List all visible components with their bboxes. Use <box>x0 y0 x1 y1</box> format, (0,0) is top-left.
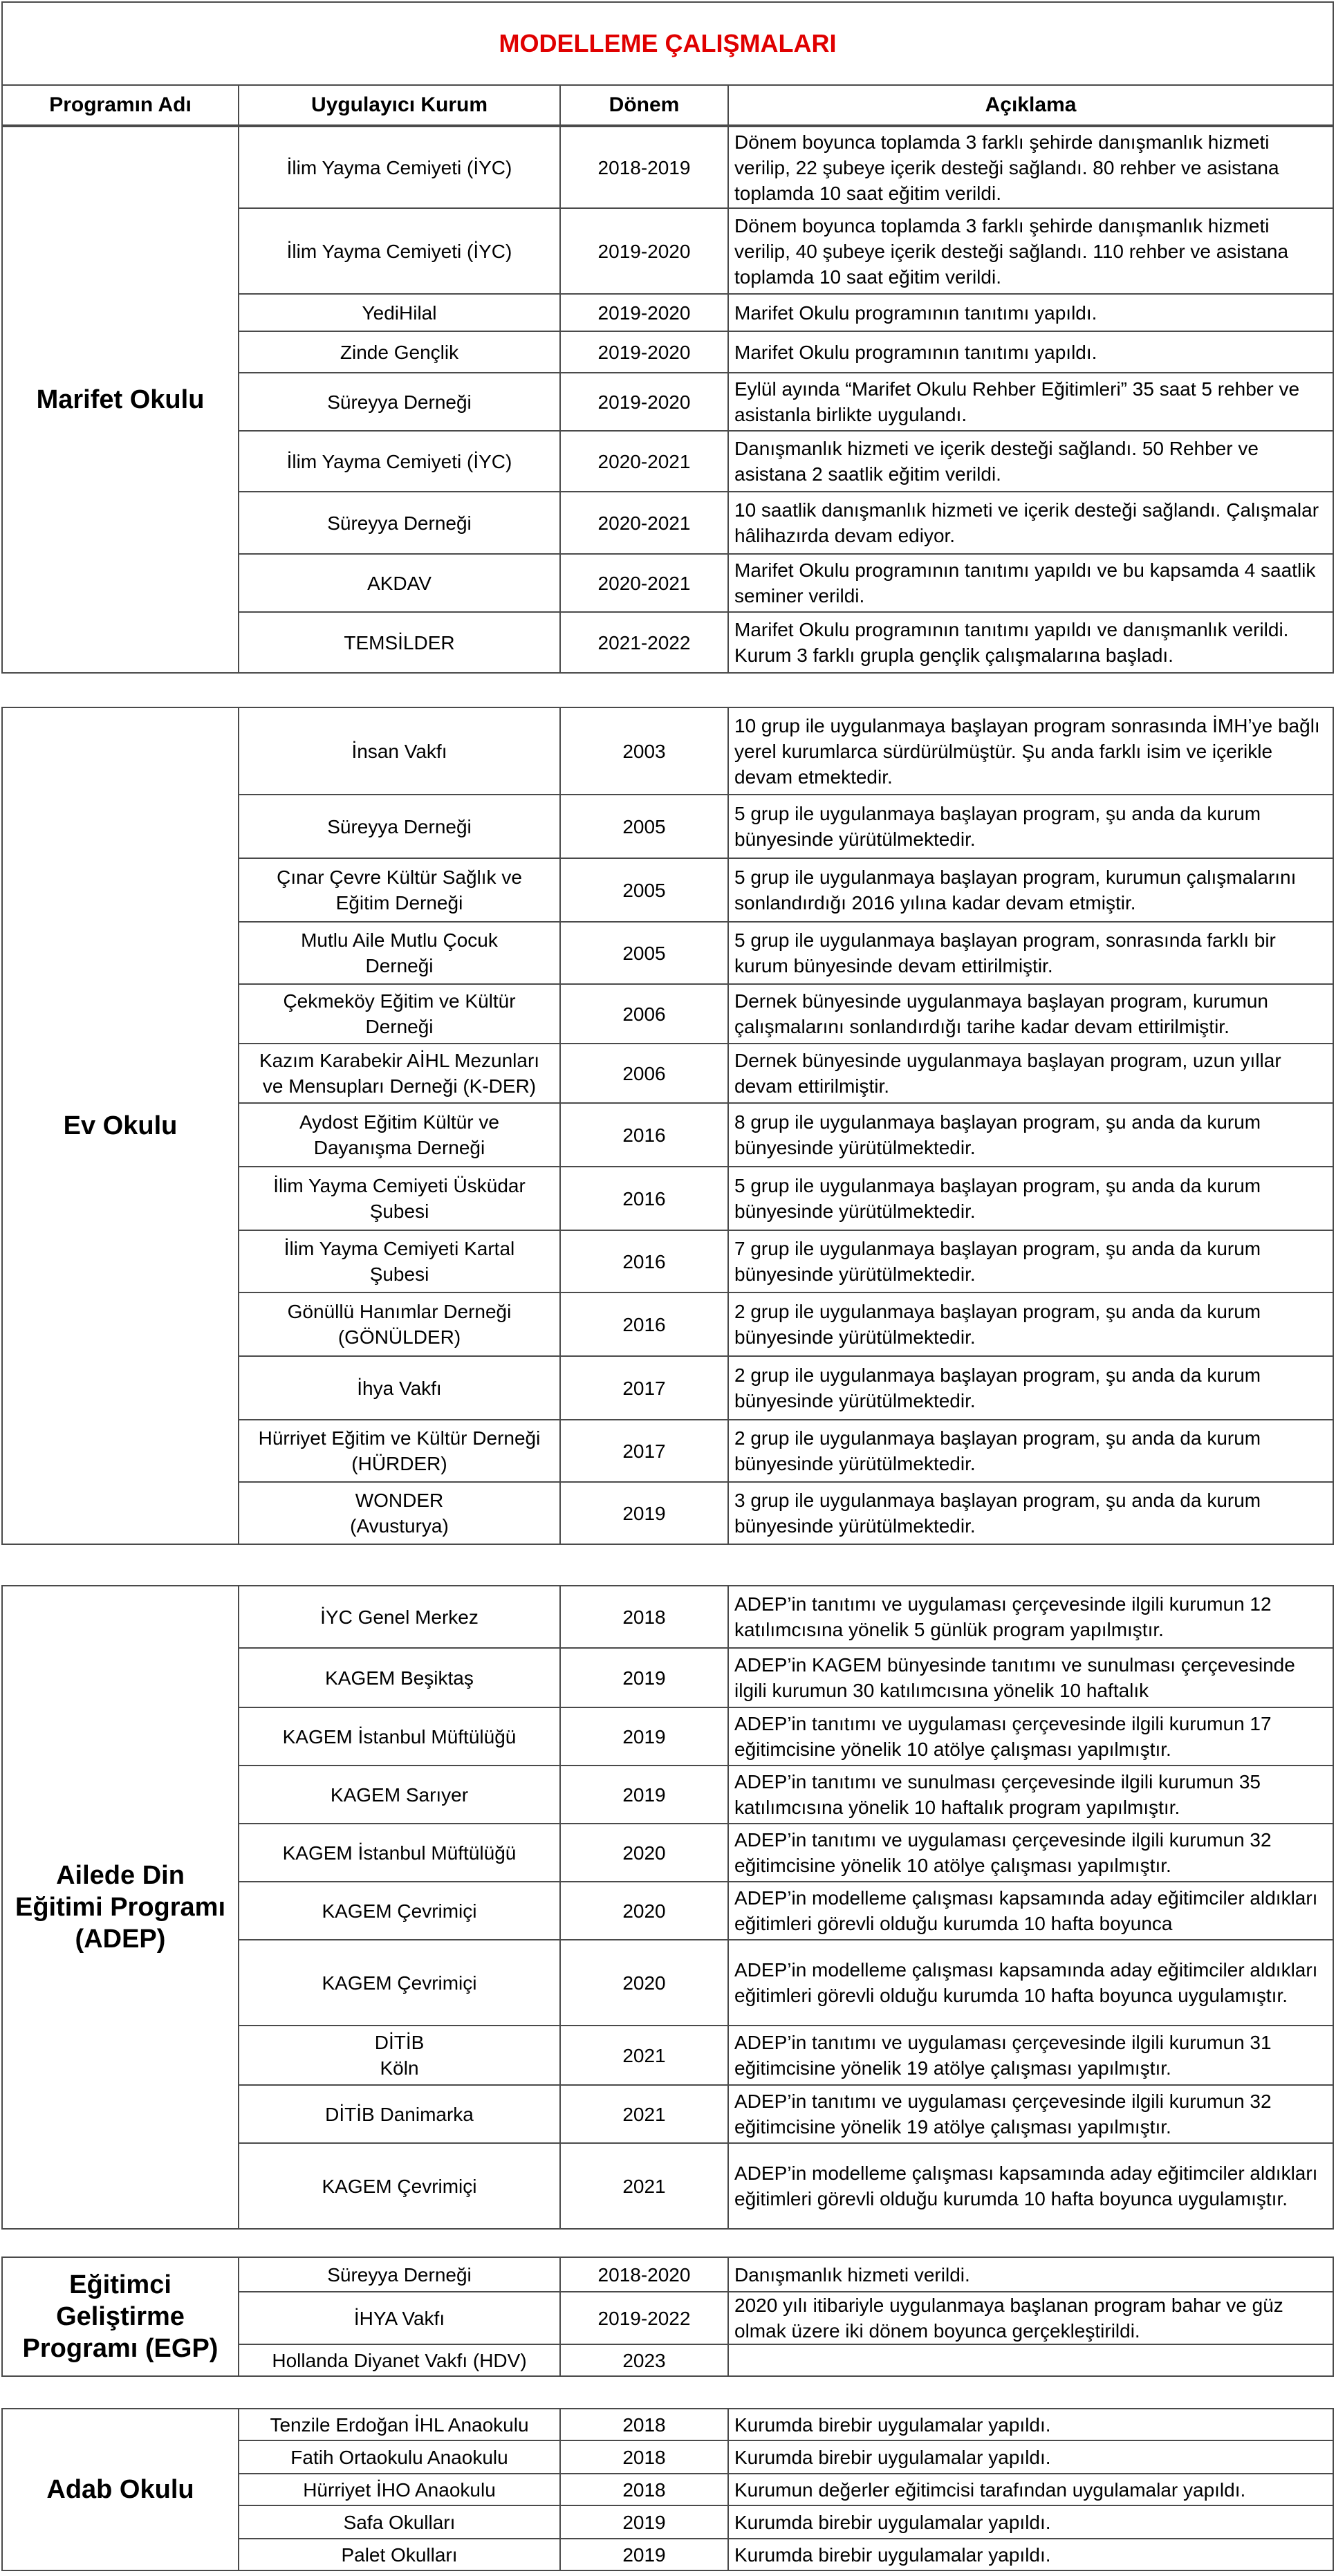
table-row <box>2 2409 1333 2440</box>
period-cell: 2019-2020 <box>560 294 728 331</box>
description-cell: Dönem boyunca toplamda 3 farklı şehirde danışmanlık hizmeti verilip, 22 şubeye içerik desteği sağlandı. 80 rehber ve asistana toplamda 10 saat eğitim verildi. <box>728 127 1333 208</box>
description-cell: Marifet Okulu programının tanıtımı yapıldı. <box>728 294 1333 331</box>
period-cell: 2019-2022 <box>560 2292 728 2344</box>
header-period: Dönem <box>560 85 728 125</box>
period-cell: 2021 <box>560 2085 728 2143</box>
period-cell: 2019 <box>560 1707 728 1766</box>
section-table <box>1 2257 1334 2377</box>
period-cell: 2020 <box>560 1940 728 2026</box>
institution-cell: İlim Yayma Cemiyeti Kartal Şubesi <box>239 1230 560 1292</box>
institution-cell: KAGEM Sarıyer <box>239 1766 560 1824</box>
institution-cell: Süreyya Derneği <box>239 2257 560 2292</box>
period-cell: 2023 <box>560 2344 728 2376</box>
institution-cell: Zinde Gençlik <box>239 331 560 373</box>
period-cell: 2005 <box>560 858 728 922</box>
table-row <box>2 707 1333 795</box>
institution-cell: YediHilal <box>239 294 560 331</box>
institution-cell: Hollanda Diyanet Vakfı (HDV) <box>239 2344 560 2376</box>
description-cell: 2 grup ile uygulanmaya başlayan program, şu anda da kurum bünyesinde yürütülmektedir. <box>728 1356 1333 1420</box>
description-cell: Kurumun değerler eğitimcisi tarafından uygulamalar yapıldı. <box>728 2474 1333 2505</box>
description-cell: ADEP’in tanıtımı ve uygulaması çerçevesinde ilgili kurumun 31 eğitimcisine yönelik 19 atölye çalışması yapılmıştır. <box>728 2026 1333 2085</box>
institution-cell: KAGEM Çevrimiçi <box>239 2143 560 2229</box>
institution-cell: Süreyya Derneği <box>239 373 560 431</box>
description-cell: 10 grup ile uygulanmaya başlayan program sonrasında İMH’ye bağlı yerel kurumlarca sürdürülmüştür. Şu anda farklı isim ve içerikle devam etmektedir. <box>728 707 1333 795</box>
description-cell: Marifet Okulu programının tanıtımı yapıldı ve danışmanlık verildi. Kurum 3 farklı grupla gençlik çalışmalarına başladı. <box>728 612 1333 673</box>
period-cell: 2019 <box>560 1648 728 1707</box>
institution-cell: DİTİB Köln <box>239 2026 560 2085</box>
description-cell: 2 grup ile uygulanmaya başlayan program, şu anda da kurum bünyesinde yürütülmektedir. <box>728 1292 1333 1356</box>
period-cell: 2019-2020 <box>560 373 728 431</box>
period-cell: 2018 <box>560 2474 728 2505</box>
institution-cell: Mutlu Aile Mutlu Çocuk Derneği <box>239 922 560 984</box>
institution-cell: AKDAV <box>239 554 560 612</box>
header-table <box>1 1 1334 126</box>
section-table <box>1 2408 1334 2571</box>
description-cell: ADEP’in tanıtımı ve uygulaması çerçevesinde ilgili kurumun 32 eğitimcisine yönelik 19 atölye çalışması yapılmıştır. <box>728 2085 1333 2143</box>
institution-cell: Safa Okulları <box>239 2505 560 2539</box>
period-cell: 2018 <box>560 1586 728 1648</box>
institution-cell: WONDER (Avusturya) <box>239 1482 560 1544</box>
program-name: Marifet Okulu <box>2 127 239 673</box>
description-cell: Marifet Okulu programının tanıtımı yapıldı ve bu kapsamda 4 saatlik seminer verildi. <box>728 554 1333 612</box>
description-cell: Dernek bünyesinde uygulanmaya başlayan program, uzun yıllar devam ettirilmiştir. <box>728 1044 1333 1103</box>
period-cell: 2017 <box>560 1356 728 1420</box>
table-row <box>2 1586 1333 1648</box>
description-cell: 2020 yılı itibariyle uygulanmaya başlanan program bahar ve güz olmak üzere iki dönem boyunca gerçekleştirildi. <box>728 2292 1333 2344</box>
institution-cell: KAGEM İstanbul Müftülüğü <box>239 1824 560 1882</box>
period-cell: 2020-2021 <box>560 492 728 554</box>
program-name: Ev Okulu <box>2 707 239 1544</box>
institution-cell: Fatih Ortaokulu Anaokulu <box>239 2440 560 2474</box>
period-cell: 2019 <box>560 1766 728 1824</box>
table-row <box>2 127 1333 208</box>
description-cell: Eylül ayında “Marifet Okulu Rehber Eğitimleri” 35 saat 5 rehber ve asistanla birlikte uygulandı. <box>728 373 1333 431</box>
period-cell: 2017 <box>560 1420 728 1482</box>
section-table <box>1 707 1334 1545</box>
institution-cell: Süreyya Derneği <box>239 492 560 554</box>
description-cell: ADEP’in KAGEM bünyesinde tanıtımı ve sunulması çerçevesinde ilgili kurumun 30 katılımcısına yönelik 10 haftalık <box>728 1648 1333 1707</box>
institution-cell: KAGEM İstanbul Müftülüğü <box>239 1707 560 1766</box>
period-cell: 2003 <box>560 707 728 795</box>
institution-cell: İlim Yayma Cemiyeti (İYC) <box>239 127 560 208</box>
institution-cell: Aydost Eğitim Kültür ve Dayanışma Derneği <box>239 1103 560 1167</box>
description-cell: 7 grup ile uygulanmaya başlayan program, şu anda da kurum bünyesinde yürütülmektedir. <box>728 1230 1333 1292</box>
institution-cell: TEMSİLDER <box>239 612 560 673</box>
institution-cell: Palet Okulları <box>239 2539 560 2570</box>
period-cell: 2018 <box>560 2440 728 2474</box>
institution-cell: Çekmeköy Eğitim ve Kültür Derneği <box>239 984 560 1044</box>
period-cell: 2006 <box>560 1044 728 1103</box>
description-cell: ADEP’in modelleme çalışması kapsamında aday eğitimciler aldıkları eğitimleri görevli olduğu kurumda 10 hafta boyunca uygulamıştır. <box>728 1940 1333 2026</box>
institution-cell: İlim Yayma Cemiyeti (İYC) <box>239 431 560 492</box>
period-cell: 2005 <box>560 795 728 858</box>
period-cell: 2019-2020 <box>560 208 728 294</box>
period-cell: 2021 <box>560 2143 728 2229</box>
institution-cell: KAGEM Beşiktaş <box>239 1648 560 1707</box>
period-cell: 2016 <box>560 1230 728 1292</box>
description-cell: Dernek bünyesinde uygulanmaya başlayan program, kurumun çalışmalarını sonlandırdığı tarihe kadar devam ettirilmiştir. <box>728 984 1333 1044</box>
period-cell: 2016 <box>560 1292 728 1356</box>
description-cell: 3 grup ile uygulanmaya başlayan program, şu anda da kurum bünyesinde yürütülmektedir. <box>728 1482 1333 1544</box>
period-cell: 2018-2019 <box>560 127 728 208</box>
period-cell: 2019 <box>560 2539 728 2570</box>
institution-cell: DİTİB Danimarka <box>239 2085 560 2143</box>
header-institution: Uygulayıcı Kurum <box>239 85 560 125</box>
description-cell: Kurumda birebir uygulamalar yapıldı. <box>728 2539 1333 2570</box>
period-cell: 2019-2020 <box>560 331 728 373</box>
institution-cell: Süreyya Derneği <box>239 795 560 858</box>
period-cell: 2016 <box>560 1167 728 1230</box>
institution-cell: İHYA Vakfı <box>239 2292 560 2344</box>
table-row <box>2 2257 1333 2292</box>
period-cell: 2021-2022 <box>560 612 728 673</box>
institution-cell: Tenzile Erdoğan İHL Anaokulu <box>239 2409 560 2440</box>
description-cell: Dönem boyunca toplamda 3 farklı şehirde danışmanlık hizmeti verilip, 40 şubeye içerik desteği sağlandı. 110 rehber ve asistana toplamda 10 saat eğitim verildi. <box>728 208 1333 294</box>
header-program: Programın Adı <box>2 85 239 125</box>
description-cell: 8 grup ile uygulanmaya başlayan program, şu anda da kurum bünyesinde yürütülmektedir. <box>728 1103 1333 1167</box>
period-cell: 2016 <box>560 1103 728 1167</box>
institution-cell: Çınar Çevre Kültür Sağlık ve Eğitim Derneği <box>239 858 560 922</box>
institution-cell: Hürriyet İHO Anaokulu <box>239 2474 560 2505</box>
section-table <box>1 126 1334 674</box>
description-cell: ADEP’in tanıtımı ve uygulaması çerçevesinde ilgili kurumun 17 eğitimcisine yönelik 10 atölye çalışması yapılmıştır. <box>728 1707 1333 1766</box>
description-cell: Marifet Okulu programının tanıtımı yapıldı. <box>728 331 1333 373</box>
institution-cell: Kazım Karabekir AİHL Mezunları ve Mensupları Derneği (K-DER) <box>239 1044 560 1103</box>
institution-cell: İnsan Vakfı <box>239 707 560 795</box>
description-cell: 10 saatlik danışmanlık hizmeti ve içerik desteği sağlandı. Çalışmalar hâlihazırda devam ediyor. <box>728 492 1333 554</box>
header-description: Açıklama <box>728 85 1333 125</box>
description-cell: ADEP’in tanıtımı ve uygulaması çerçevesinde ilgili kurumun 12 katılımcısına yönelik 5 günlük program yapılmıştır. <box>728 1586 1333 1648</box>
description-cell: Danışmanlık hizmeti verildi. <box>728 2257 1333 2292</box>
institution-cell: Gönüllü Hanımlar Derneği (GÖNÜLDER) <box>239 1292 560 1356</box>
description-cell: 5 grup ile uygulanmaya başlayan program, sonrasında farklı bir kurum bünyesinde devam ettirilmiştir. <box>728 922 1333 984</box>
period-cell: 2019 <box>560 2505 728 2539</box>
description-cell: Danışmanlık hizmeti ve içerik desteği sağlandı. 50 Rehber ve asistana 2 saatlik eğitim verildi. <box>728 431 1333 492</box>
description-cell: 5 grup ile uygulanmaya başlayan program, şu anda da kurum bünyesinde yürütülmektedir. <box>728 795 1333 858</box>
program-name: Eğitimci Geliştirme Programı (EGP) <box>2 2257 239 2376</box>
period-cell: 2020-2021 <box>560 431 728 492</box>
institution-cell: İhya Vakfı <box>239 1356 560 1420</box>
period-cell: 2020 <box>560 1882 728 1940</box>
institution-cell: KAGEM Çevrimiçi <box>239 1940 560 2026</box>
institution-cell: Hürriyet Eğitim ve Kültür Derneği (HÜRDER) <box>239 1420 560 1482</box>
description-cell: 5 grup ile uygulanmaya başlayan program, kurumun çalışmalarını sonlandırdığı 2016 yılına kadar devam etmiştir. <box>728 858 1333 922</box>
description-cell: ADEP’in modelleme çalışması kapsamında aday eğitimciler aldıkları eğitimleri görevli olduğu kurumda 10 hafta boyunca uygulamıştır. <box>728 2143 1333 2229</box>
period-cell: 2019 <box>560 1482 728 1544</box>
program-name: Adab Okulu <box>2 2409 239 2570</box>
institution-cell: İlim Yayma Cemiyeti Üsküdar Şubesi <box>239 1167 560 1230</box>
description-cell: ADEP’in tanıtımı ve sunulması çerçevesinde ilgili kurumun 35 katılımcısına yönelik 10 haftalık program yapılmıştır. <box>728 1766 1333 1824</box>
section-table <box>1 1585 1334 2230</box>
period-cell: 2020 <box>560 1824 728 1882</box>
description-cell: 5 grup ile uygulanmaya başlayan program, şu anda da kurum bünyesinde yürütülmektedir. <box>728 1167 1333 1230</box>
institution-cell: İYC Genel Merkez <box>239 1586 560 1648</box>
program-name: Ailede Din Eğitimi Programı (ADEP) <box>2 1586 239 2229</box>
description-cell <box>728 2344 1333 2376</box>
description-cell: Kurumda birebir uygulamalar yapıldı. <box>728 2409 1333 2440</box>
description-cell: ADEP’in tanıtımı ve uygulaması çerçevesinde ilgili kurumun 32 eğitimcisine yönelik 10 atölye çalışması yapılmıştır. <box>728 1824 1333 1882</box>
period-cell: 2018 <box>560 2409 728 2440</box>
institution-cell: İlim Yayma Cemiyeti (İYC) <box>239 208 560 294</box>
description-cell: 2 grup ile uygulanmaya başlayan program, şu anda da kurum bünyesinde yürütülmektedir. <box>728 1420 1333 1482</box>
period-cell: 2018-2020 <box>560 2257 728 2292</box>
description-cell: ADEP’in modelleme çalışması kapsamında aday eğitimciler aldıkları eğitimleri görevli olduğu kurumda 10 hafta boyunca <box>728 1882 1333 1940</box>
period-cell: 2021 <box>560 2026 728 2085</box>
period-cell: 2006 <box>560 984 728 1044</box>
institution-cell: KAGEM Çevrimiçi <box>239 1882 560 1940</box>
description-cell: Kurumda birebir uygulamalar yapıldı. <box>728 2505 1333 2539</box>
period-cell: 2020-2021 <box>560 554 728 612</box>
page-title: MODELLEME ÇALIŞMALARI <box>2 2 1333 85</box>
description-cell: Kurumda birebir uygulamalar yapıldı. <box>728 2440 1333 2474</box>
period-cell: 2005 <box>560 922 728 984</box>
